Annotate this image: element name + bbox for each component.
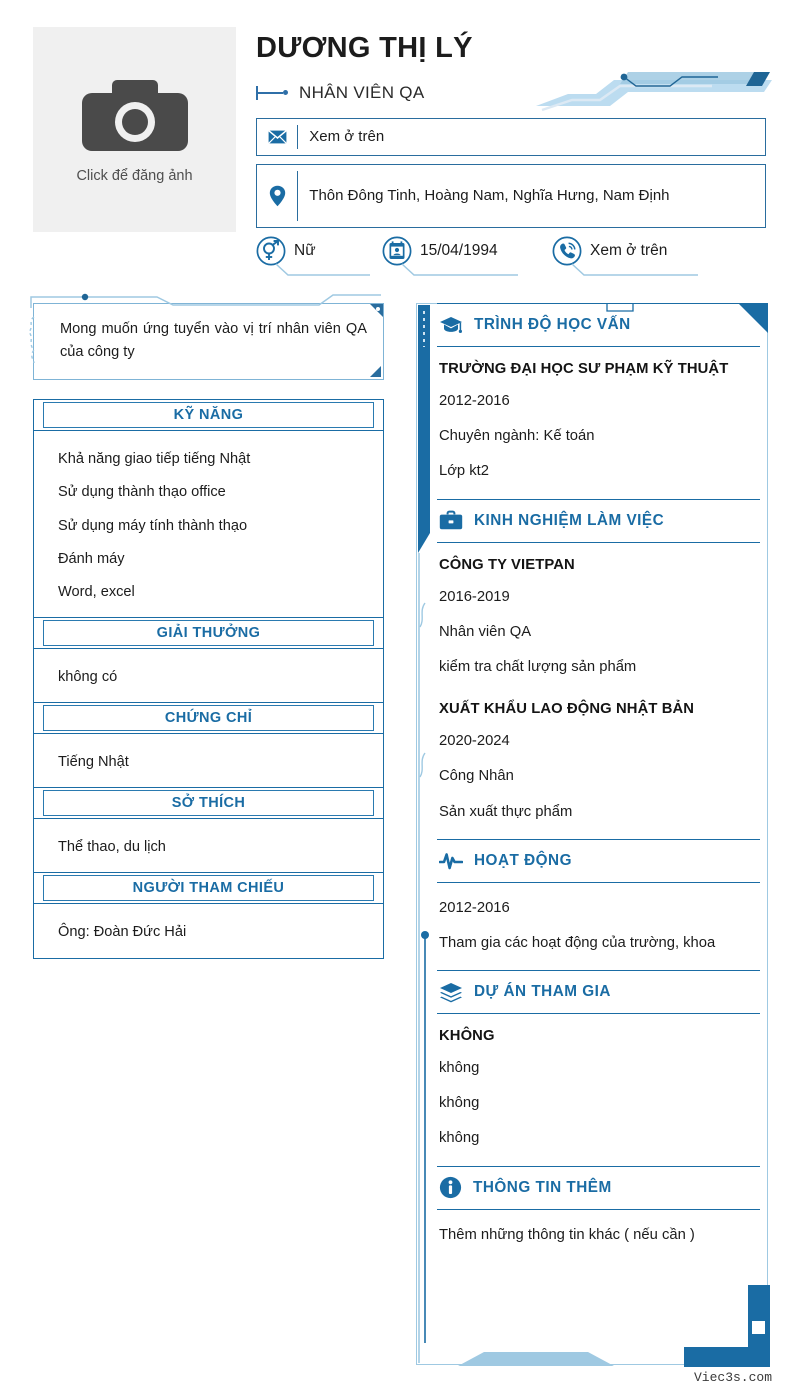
left-section-title: SỞ THÍCH: [171, 795, 246, 812]
left-sections-block: [33, 399, 384, 958]
address-value: Thôn Đông Tinh, Hoàng Nam, Nghĩa Hưng, Nam Định: [309, 187, 670, 205]
entry-line: không: [439, 1130, 480, 1147]
list-item: Khả năng giao tiếp tiếng Nhật: [58, 451, 251, 468]
location-pin-icon: [257, 165, 297, 227]
right-column: [416, 303, 768, 1365]
right-column-left-bar-decoration: [416, 303, 432, 1365]
left-section-body: [34, 734, 383, 787]
left-section-header-box: [43, 620, 375, 646]
info-icon: [439, 1176, 462, 1199]
right-section-body: [437, 1014, 760, 1166]
objective-corner-dot-decoration: [376, 307, 380, 311]
header-decoration-graphic: [532, 66, 772, 112]
calendar-icon: [382, 236, 412, 266]
entry-line: kiểm tra chất lượng sản phẩm: [439, 658, 637, 675]
right-section: [437, 499, 760, 839]
right-section-header: [437, 839, 760, 883]
left-section-body: [34, 431, 383, 617]
left-section-header: [33, 702, 385, 734]
footer-site: Viec3s.com: [693, 1370, 772, 1385]
list-item: không có: [58, 669, 118, 685]
entry-line: Chuyên ngành: Kế toán: [439, 428, 595, 445]
address-field[interactable]: [256, 164, 766, 228]
entry-line: không: [439, 1095, 480, 1112]
camera-icon: [81, 76, 189, 158]
right-section-title: DỰ ÁN THAM GIA: [474, 983, 611, 1001]
right-section-title: TRÌNH ĐỘ HỌC VẤN: [474, 316, 631, 333]
list-item: Sử dụng máy tính thành thạo: [58, 517, 248, 534]
left-section-body: [34, 649, 383, 702]
birthdate-value: 15/04/1994: [420, 242, 498, 259]
right-section-title: THÔNG TIN THÊM: [473, 1178, 612, 1196]
cv-header: [0, 0, 800, 290]
envelope-icon: [257, 119, 297, 155]
right-section-header: [437, 303, 760, 347]
list-item: Thể thao, du lịch: [58, 839, 166, 856]
phone-icon: [552, 236, 582, 266]
left-column: [33, 303, 384, 959]
entry-heading: TRƯỜNG ĐẠI HỌC SƯ PHẠM KỸ THUẬT: [439, 361, 729, 377]
personal-meta-row: [256, 236, 776, 284]
entry-line: 2012-2016: [439, 899, 510, 916]
entry-line: 2016-2019: [439, 588, 510, 605]
left-section-body: [34, 904, 383, 957]
right-section: [437, 303, 760, 499]
left-section-header-box: [43, 402, 375, 428]
objective-top-decoration: [27, 293, 385, 309]
left-section-title: CHỨNG CHỈ: [164, 710, 253, 727]
entry-line: Lớp kt2: [439, 463, 490, 480]
candidate-name: DƯƠNG THỊ LÝ: [256, 32, 473, 64]
photo-upload-box[interactable]: [33, 27, 236, 232]
right-section-body: [437, 347, 760, 499]
entry-line: 2012-2016: [439, 393, 510, 409]
pulse-icon: [439, 851, 463, 871]
gender-item: [256, 236, 316, 266]
right-section-body: [437, 1210, 760, 1262]
left-section-header: [33, 399, 385, 431]
right-section-header: [437, 1166, 760, 1210]
entry-line: không: [439, 1060, 480, 1077]
list-item: Sử dụng thành thạo office: [58, 484, 226, 501]
gender-value: Nữ: [294, 242, 316, 259]
entry-heading: KHÔNG: [439, 1028, 495, 1045]
left-section-header-box: [43, 790, 375, 816]
right-section-body: [437, 543, 760, 839]
right-sections-block: [437, 303, 760, 1262]
left-section-body: [34, 819, 383, 872]
gender-icon: [256, 236, 286, 266]
list-item: Tiếng Nhật: [58, 754, 129, 771]
entry-heading: CÔNG TY VIETPAN: [439, 556, 575, 573]
phone-underline-decoration: [570, 263, 700, 277]
right-section: [437, 970, 760, 1166]
layers-icon: [439, 982, 463, 1003]
list-item: Word, excel: [58, 583, 135, 600]
candidate-role: NHÂN VIÊN QA: [299, 83, 425, 102]
briefcase-icon: [439, 510, 463, 531]
right-section-title: HOẠT ĐỘNG: [474, 851, 572, 869]
entry-line: 2020-2024: [439, 733, 510, 750]
entry-line: Tham gia các hoạt động của trường, khoa: [439, 934, 716, 951]
candidate-role-row: [256, 83, 424, 103]
gender-underline-decoration: [274, 263, 372, 277]
left-section-title: KỸ NĂNG: [173, 407, 244, 424]
right-section-header: [437, 499, 760, 543]
left-section-title: GIẢI THƯỞNG: [156, 625, 261, 641]
objective-left-brace-decoration: [26, 316, 36, 364]
right-section: [437, 1166, 760, 1262]
right-section: [437, 839, 760, 970]
left-section-header: [33, 787, 385, 819]
left-section-header: [33, 872, 385, 904]
objective-corner-bottom-decoration: [370, 366, 381, 377]
left-section-header: [33, 617, 385, 649]
right-section-body: [437, 883, 760, 970]
email-value: Xem ở trên: [309, 128, 385, 146]
entry-heading: XUẤT KHẨU LAO ĐỘNG NHẬT BẢN: [439, 701, 695, 718]
entry-line: Công Nhân: [439, 768, 514, 785]
right-section-header: [437, 970, 760, 1014]
list-item: Ông: Đoàn Đức Hải: [58, 924, 187, 941]
role-marker-icon: [256, 86, 290, 100]
left-section-header-box: [43, 875, 375, 901]
list-item: Đánh máy: [58, 550, 125, 567]
graduation-cap-icon: [439, 314, 463, 336]
right-column-bottom-corner-decoration: [684, 1285, 770, 1367]
entry-line: Thêm những thông tin khác ( nếu cần ): [439, 1226, 695, 1243]
entry-line: Sản xuất thực phẩm: [439, 803, 573, 820]
birthdate-underline-decoration: [400, 263, 520, 277]
left-section-title: NGƯỜI THAM CHIẾU: [132, 880, 285, 897]
left-section-header-box: [43, 705, 375, 731]
career-objective-text: Mong muốn ứng tuyển vào vị trí nhân viên QA của công ty: [60, 321, 367, 360]
phone-item: [552, 236, 667, 266]
phone-value: Xem ở trên: [590, 242, 668, 259]
entry-spacer: [439, 691, 756, 701]
birthdate-item: [382, 236, 498, 266]
right-section-title: KINH NGHIỆM LÀM VIỆC: [474, 511, 665, 529]
right-column-bottom-notch-decoration: [438, 1350, 638, 1368]
entry-line: Nhân viên QA: [439, 623, 532, 640]
email-field[interactable]: [256, 118, 766, 156]
photo-upload-caption: Click để đăng ảnh: [76, 167, 193, 184]
career-objective-box[interactable]: [33, 303, 384, 380]
